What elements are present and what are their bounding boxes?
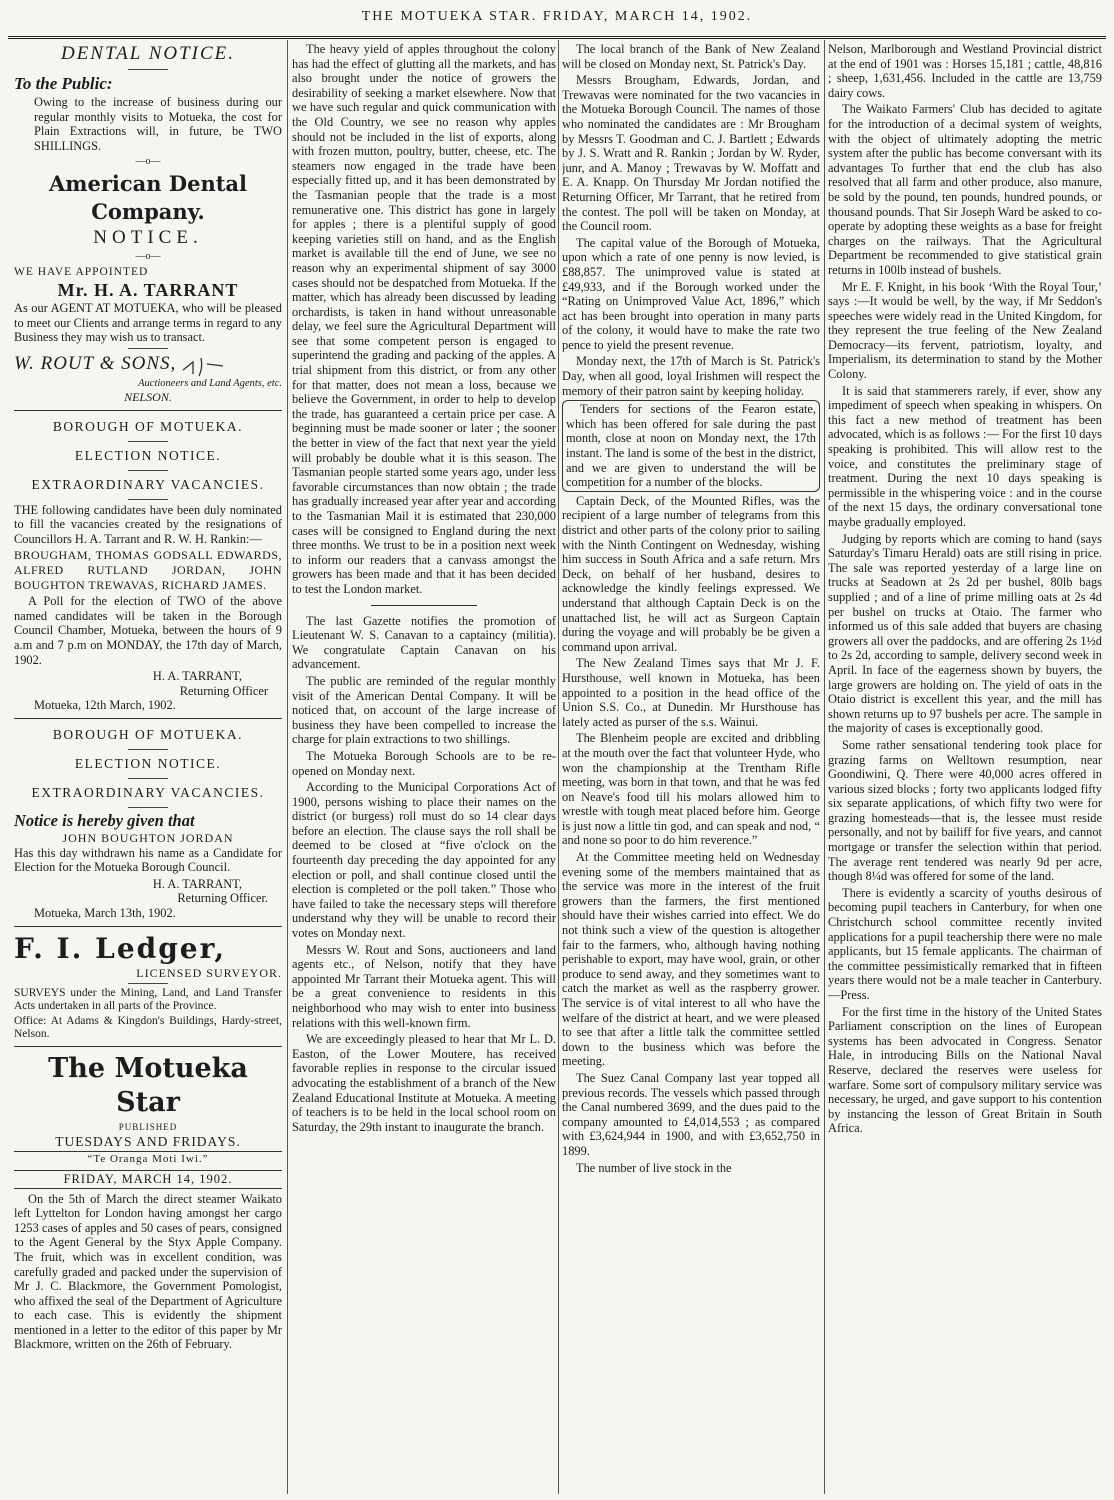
column-divider (287, 40, 288, 1494)
masthead: THE MOTUEKA STAR. FRIDAY, MARCH 14, 1902. (361, 9, 753, 24)
vacancies-heading: EXTRAORDINARY VACANCIES. (31, 785, 265, 800)
article-fearon-tenders: Tenders for sections of the Fearon estate, which has been offered for sale during the past month, close at noon on Monday next, the 17th instant. The land is some of the best in the district, and we are given to understand the will be competition for a number of the blocks. (562, 400, 820, 492)
office-address: Office: At Adams & Kingdon's Buildings, Hardy-street, Nelson. (14, 1015, 282, 1041)
article-apples: The heavy yield of apples throughout the colony has had the effect of glutting all the markets, and has also brought under the notice of growers the desirability of seeking a market elsewhere. Now that we have such regular and quick communication with the Old Country, we see no reason why apples should not be included in the list of exports, along with frozen mutton, poultry, butter, cheese, etc. The steamers now engaged in the trade have been especially fitted up, and it has been demonstrated by the Tasmanian people that the trade is a most remunerative one. This district has gone in largely for apples ; there is a plentiful supply of good keeping varieties still on hand, and as the English market is available till the end of June, we see no reason why an experimental shipment of say 3000 cases should not be despatched from Motueka. If the matter, which has already been discussed by leading orchardists, is taken in hand without unreasonable delay, we feel sure the Agricultural Department will see that some competent person is engaged to superintend the grading and packing of the apples. A trial shipment from this district, or from any other for that matter, does not mean a loss, because we believe the Government, in order to help to develop the trade, has guaranteed a certain price per case. A beginning must be made sooner or later ; the sooner the better in view of the fact that next year the yield will probably be double what it is this season. The Tasmanian people started some years ago, under less favorable circumstances than now obtain ; the trade has gradually increased year after year and according to the Tasmanian Mail it is estimated that 230,000 cases will be consigned to England during the next three months. We trust to be in a position next week to inform our readers that a canvass amongst the growers has been made and that it has been decided to test the London market. (292, 42, 556, 596)
surveyor-title: LICENSED SURVEYOR. (136, 965, 282, 980)
rout-subtitle: Auctioneers and Land Agents, etc. (138, 378, 282, 390)
lead-article: On the 5th of March the direct steamer Waikato left Lyttelton for London having amongst her cargo 1253 cases of apples and 50 cases of pears, consigned to the Agent General by the Styx Apple Company. The fruit, which was in excellent condition, was carefully graded and packed under the supervision of Mr J. C. Blackmore, the Government Pomologist, who affixed the seal of the Department of Agriculture to each case. This is evidently the shipment mentioned in a letter to the editor of this paper by Mr Blackmore, written on the 26th of February. (14, 1191, 282, 1352)
column-2 (292, 42, 556, 1494)
separator: —o— (135, 250, 161, 262)
divider (128, 348, 168, 349)
divider (14, 926, 282, 927)
column-divider (558, 40, 559, 1494)
publication-days: TUESDAYS AND FRIDAYS. (55, 1133, 241, 1149)
separator: —o— (135, 156, 161, 168)
signature-name: H. A. TARRANT, (152, 669, 242, 684)
article-tendering: Some rather sensational tendering took place for grazing farms on Welltown resumption, near Goondiwini, Q. There were 40,000 acres offered in various sized blocks ; forty two applicants lodged fifty six separate applications, of which fifty two were for grazing homesteads—that is, the lessee must reside personally, and not by bailiff for five years, and cannot mortgage or transfer the selection within that period. The average rent tendered was nearly 9d per acre, though 8¼d was offered for some of the land. (828, 737, 1102, 884)
divider (128, 749, 168, 750)
article-canavan: The last Gazette notifies the promotion of Lieutenant W. S. Canavan to a captaincy (militia). We congratulate Captain Canavan on his advancement. (292, 613, 556, 672)
divider (128, 441, 168, 442)
vacancies-heading: EXTRAORDINARY VACANCIES. (31, 476, 265, 492)
article-dental: The public are reminded of the regular monthly visit of the American Dental Company. It will be noticed that, on account of the large increase of business they have been compelled to increase the charge for plain extractions to two shillings. (292, 673, 556, 747)
article-capital-value: The capital value of the Borough of Motueka, upon which a rate of one penny is now levied, is £88,857. The unimproved value is stated at £49,933, and if the Borough worked under the “Rating on Unimproved Value Act, 1896,” which act has been brought into operation in many parts of the colony, it would have to make the rate two pence to yield the present revenue. (562, 235, 820, 352)
column-1 (14, 42, 282, 1494)
election-heading: ELECTION NOTICE. (74, 447, 222, 463)
signature-name: H. A. TARRANT, (152, 876, 242, 891)
article-pupil-teachers: There is evidently a scarcity of youths desirous of becoming pupil teachers in Canterbury, for when one Christchurch school committee recently invited applications for a pupil teachership there were no male applicants, but 15 female applicants. The chairman of the committee pessimistically remarked that in fifteen years there would not be a male teacher in Canterbury.—Press. (828, 885, 1102, 1002)
article-conscription: For the first time in the history of the United States Parliament conscription on the lines of European systems has been advocated in Congress. Senator Hale, in introducing Bills on the National Naval Reserve, declared the reserves were useless for warfare. Some sort of compulsory military service was necessary, he urged, and gave support to his contention by instancing the lesson of Great Britain in South Africa. (828, 1004, 1102, 1136)
candidates-list: BROUGHAM, THOMAS GODSALL EDWARDS, ALFRED RUTLAND JORDAN, JOHN BOUGHTON TREWAVAS, RICHARD JAMES. (14, 548, 282, 592)
column-3 (562, 42, 820, 1494)
article-captain-deck: Captain Deck, of the Mounted Rifles, was the recipient of a large number of telegrams from this district and other parts of the colony prior to sailing with the Ninth Contingent on Wednesday, wishing him success in South Africa and a safe return. Mrs Deck, on behalf of her husband, desires to acknowledge the kindly feelings expressed. We understand that although Captain Deck is on the unattached list, he will act as Surgeon Captain during the voyage and will probably be be given a command upon arrival. (562, 493, 820, 654)
appointed-line: WE HAVE APPOINTED (14, 265, 149, 278)
column-4 (828, 42, 1102, 1494)
article-easton: We are exceedingly pleased to hear that Mr L. D. Easton, of the Lower Moutere, has received favorable replies in response to the circular issued advocating the establishment of a branch of the New Zealand Educational Institute at Motueka. A meeting of teachers is to be held in the local school room on Saturday, the 29th instant to inaugurate the branch. (292, 1032, 556, 1134)
ledger-name: F. I. Ledger, (14, 931, 227, 965)
article-committee: At the Committee meeting held on Wednesday evening some of the members maintained that as the service was more in the interest of the fruit growers than the farmers, the first mentioned should have their wishes carried into effect. We do not think such a view of the question is altogether fair to the farmers, who, although having nothing perishable to export, may have wool, grain, or other produce to send away, and they sometimes want to catch the market as well as the raspberry grower. The service is of vital interest to all who have the welfare of the district at heart, and we were pleased to see that after a little talk the committee settled down to the business which was before the meeting. (562, 850, 820, 1069)
notice-date: Motueka, 12th March, 1902. (34, 698, 176, 713)
article-knight: Mr E. F. Knight, in his book ‘With the Royal Tour,’ says :—It would be well, by the way, if Mr Seddon's speeches were widely read in the United Kingdom, for they represent the true feeling of the New Zealand Democracy—its fervent, patriotism, loyalty, and Imperialism, its determination to stand by the Mother Colony. (828, 279, 1102, 382)
article-blenheim: The Blenheim people are excited and dribbling at the mouth over the fact that volunteer Hyde, who won the championship at the Trentham Rifle meeting, was born in that town, and that he was fed on Neave's food till his molars allowed him to wrestle with tough meat placed before him. George is just now a little tin god, and can speak and nod, “ and none so poor to do him reverence.” (562, 731, 820, 848)
article-oats: Judging by reports which are coming to hand (says Saturday's Timaru Herald) oats are still rising in price. The sale was reported yesterday of a large line on trucks at Seadown at 2s 2d per bushel, 80lb bags supplied ; and of a line of prime milling oats at 2s 4d per bushel on trucks at Otaio. The farmer who informed us of this sale added that buyers are chasing growers all over the paddocks, and are offering 2s 1½d to 2s 2d, according to sample, delivery second week in April. In face of the eagerness shown by buyers, the large growers are holding on. The yield of oats in the Otaio district is excellent this year, and the mill has shown returns up to 97 bushels per acre. The sample in the majority of cases is exceptionally good. (828, 531, 1102, 736)
column-divider (824, 40, 825, 1494)
article-bank: The local branch of the Bank of New Zealand will be closed on Monday next, St. Patrick's Day. (562, 42, 820, 71)
divider (371, 605, 477, 606)
dateline: FRIDAY, MARCH 14, 1902. (14, 1170, 282, 1189)
tarrant-name: Mr. H. A. TARRANT (57, 280, 239, 301)
divider (128, 499, 168, 500)
article-roll: According to the Municipal Corporations Act of 1900, persons wishing to place their names on the district (or burgess) roll must do so 14 clear days before an election. The clause says the roll shall be deemed to be closed at “five o'clock on the fourteenth day preceding the day appointed for any election or poll, and shall continue closed until the election is completed or the poll taken.” Those who have failed to take the necessary steps will therefore understand why they will be unable to record their votes on Monday next. (292, 780, 556, 941)
divider (128, 69, 168, 70)
borough-heading: BOROUGH OF MOTUEKA. (52, 727, 244, 742)
american-dental-company: American Dental Company. (48, 170, 247, 224)
dental-body: Owing to the increase of business during our regular monthly visits to Motueka, the cost for Plain Extractions will, in future, be TWO SHILLINGS. (34, 95, 282, 153)
article-nominations: Messrs Brougham, Edwards, Jordan, and Trewavas were nominated for the two vacancies in the Motueka Borough Council. The names of those who nominated the candidates are : Mr Brougham by Messrs T. Goodman and C. J. Bartlett ; Edwards by J. S. Wratt and R. Rankin ; Jordan by W. Ryder, junr, and A. Manoy ; Trewavas by W. Moffatt and E. A. Knapp. On Thursday Mr Jordan notified the Returning Officer, Mr Tarrant, that he retired from the contest. The poll will be taken on Monday, at the Council room. (562, 73, 820, 234)
article-suez: The Suez Canal Company last year topped all previous records. The vessels which passed through the Canal numbered 3699, and the dues paid to the company amounted to £4,014,553 ; as compared with £3,624,944 in 1900, and with £3,652,750 in 1899. (562, 1070, 820, 1158)
signature-role: Returning Officer (179, 683, 268, 698)
rout-signature: W. ROUT & SONS, (14, 352, 177, 374)
article-schools: The Motueka Borough Schools are to be re-opened on Monday next. (292, 748, 556, 778)
divider (128, 983, 168, 984)
article-livestock: The number of live stock in the (576, 1160, 732, 1175)
notice-date: Motueka, March 13th, 1902. (34, 905, 176, 920)
article-rout: Messrs W. Rout and Sons, auctioneers and land agents etc., of Nelson, notify that they have appointed Mr Tarrant their Motueka agent. This will be a great convenience to residents in this neighborhood who may wish to enter into business relations with this well-known firm. (292, 942, 556, 1030)
agent-body: As our AGENT AT MOTUEKA, who will be pleased to meet our Clients and arrange terms in regard to any Business they may wish us to transact. (14, 301, 282, 345)
candidates-intro: THE following candidates have been duly nominated to fill the vacancies created by the resignations of Councillors H. A. Tarrant and R. W. H. Rankin:— (14, 502, 282, 546)
notice-heading: NOTICE. (93, 226, 203, 248)
poll-notice: A Poll for the election of TWO of the above named candidates will be taken in the Borough Council Chamber, Motueka, between the hours of 9 a.m and 7 p.m on MONDAY, the 17th day of March, 1902. (14, 594, 282, 667)
borough-heading: BOROUGH OF MOTUEKA. (52, 418, 244, 434)
divider (14, 718, 282, 719)
article-livestock-cont: Nelson, Marlborough and Westland Provincial district at the end of 1901 was : Horses 15,181 ; cattle, 48,816 ; sheep, 1,631,456. Included in the cattle are 13,759 dairy cows. (828, 42, 1102, 100)
divider (128, 807, 168, 808)
motto: “Te Oranga Moti Iwi.” (14, 1151, 282, 1167)
divider (14, 410, 282, 411)
divider (128, 778, 168, 779)
to-public-heading: To the Public: (14, 74, 113, 93)
article-hursthouse: The New Zealand Times says that Mr J. F. Hursthouse, well known in Motueka, has been appointed to a position in the head office of the Union S.S. Co., at Dunedin. Mr Hursthouse has lately acted as purser of the s.s. Wainui. (562, 656, 820, 729)
handwritten-mark-icon (179, 354, 239, 378)
rout-city: NELSON. (124, 390, 172, 405)
election-heading: ELECTION NOTICE. (74, 756, 222, 771)
article-st-patrick: Monday next, the 17th of March is St. Patrick's Day, when all good, loyal Irishmen will respect the memory of their patron saint by keeping holiday. (562, 354, 820, 398)
article-waikato: The Waikato Farmers' Club has decided to agitate for the introduction of a decimal system of weights, with the object of ultimately adopting the metric system after the public has become conversant with its advantages To further that end the club has also resolved that all farm and other produce, also manure, be sold by the pound, ten pounds, hundred pounds, or thousand pounds. That Sir Joseph Ward be asked to co-operate by adopting these weights as a base for freight charges on the railways. That the Agricultural Department be recommended to give statistical grain returns in 100lb instead of bushels. (828, 102, 1102, 277)
article-stammerers: It is said that stammerers rarely, if ever, show any impediment of speech when speaking in whispers. On this fact a new method of treatment has been advocated, which is as follows :— For the first 10 days speaking is prohibited. This will allow rest to the voice, and constitutes the preliminary stage of treatment. During the next 10 days speaking is permissible in the whispering voice : and in the course of the next 15 days, the ordinary conversational tone maybe gradually employed. (828, 383, 1102, 529)
paper-name: The Motueka Star (48, 1053, 248, 1119)
masthead-rule (8, 36, 1106, 39)
notice-given-heading: Notice is hereby given that (14, 811, 195, 830)
signature-role: Returning Officer. (177, 891, 268, 906)
divider (14, 1046, 282, 1047)
jordan-name: JOHN BOUGHTON JORDAN (62, 831, 234, 845)
surveys-body: SURVEYS under the Mining, Land, and Land Transfer Acts undertaken in all parts of the Province. (14, 987, 282, 1013)
withdrawal-body: Has this day withdrawn his name as a Candidate for Election for the Motueka Borough Council. (14, 845, 282, 875)
divider (128, 470, 168, 471)
published-label: PUBLISHED (118, 1122, 178, 1133)
dental-notice-title: DENTAL NOTICE. (60, 43, 236, 64)
